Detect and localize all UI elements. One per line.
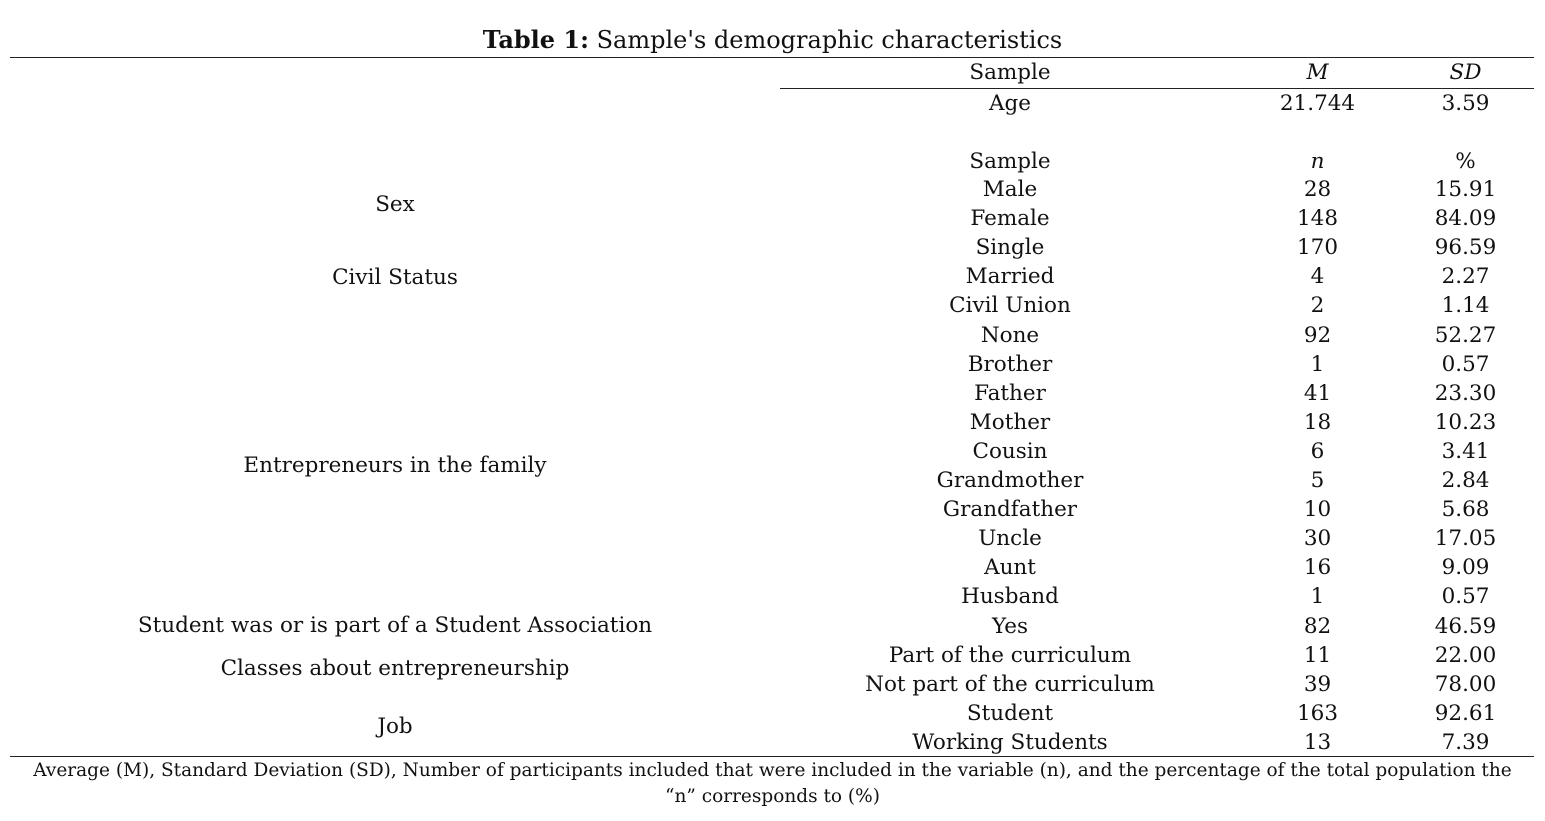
row-sample: Student xyxy=(966,701,1054,726)
table-footnote: Average (M), Standard Deviation (SD), Number of participants included that were included in the variable (n), and the percentage of the total population the “n” corresponds to (%) xyxy=(33,760,1512,807)
group-label-job: Job xyxy=(377,714,413,739)
header-sample: Sample xyxy=(969,60,1051,85)
row-pct: 52.27 xyxy=(1434,323,1497,348)
row-n: 2 xyxy=(1310,293,1325,318)
row-n: 6 xyxy=(1310,439,1325,464)
row-pct: 0.57 xyxy=(1441,584,1490,609)
row-sample: Female xyxy=(970,206,1050,231)
row-n: 148 xyxy=(1296,206,1339,231)
row-pct: 3.41 xyxy=(1441,439,1490,464)
row-pct: 2.84 xyxy=(1441,468,1490,493)
age-m: 21.744 xyxy=(1279,91,1356,116)
row-n: 28 xyxy=(1303,177,1332,202)
row-pct: 7.39 xyxy=(1441,730,1490,755)
row-pct: 15.91 xyxy=(1434,177,1497,202)
row-n: 1 xyxy=(1310,584,1325,609)
row-sample: Civil Union xyxy=(949,293,1071,318)
row-sample: Working Students xyxy=(912,730,1108,755)
group-label-entrepreneurs: Entrepreneurs in the family xyxy=(243,453,547,478)
row-pct: 96.59 xyxy=(1434,235,1497,260)
row-pct: 2.27 xyxy=(1441,264,1490,289)
row-sample: Grandmother xyxy=(936,468,1084,493)
row-n: 41 xyxy=(1303,381,1332,406)
row-n: 10 xyxy=(1303,497,1332,522)
table-title-text: Sample's demographic characteristics xyxy=(596,26,1063,54)
table-title xyxy=(0,24,1545,56)
row-pct: 23.30 xyxy=(1434,381,1497,406)
row-pct: 9.09 xyxy=(1441,555,1490,580)
header2-pct: % xyxy=(1455,149,1476,174)
row-sample: Not part of the curriculum xyxy=(865,672,1155,697)
row-pct: 10.23 xyxy=(1434,410,1497,435)
group-label-student-association: Student was or is part of a Student Association xyxy=(137,613,653,638)
group-label-civil-status: Civil Status xyxy=(332,265,458,290)
row-sample: Cousin xyxy=(972,439,1048,464)
row-pct: 17.05 xyxy=(1434,526,1497,551)
row-pct: 78.00 xyxy=(1434,672,1497,697)
row-sample: Part of the curriculum xyxy=(888,643,1132,668)
row-pct: 0.57 xyxy=(1441,352,1490,377)
row-pct: 84.09 xyxy=(1434,206,1497,231)
row-n: 163 xyxy=(1296,701,1339,726)
header-m: M xyxy=(1306,60,1329,85)
row-sample: Father xyxy=(974,381,1046,406)
row-n: 11 xyxy=(1303,643,1332,668)
row-sample: Male xyxy=(982,177,1038,202)
row-n: 170 xyxy=(1296,235,1339,260)
row-sample: Single xyxy=(975,235,1045,260)
row-sample: Aunt xyxy=(984,555,1036,580)
row-n: 16 xyxy=(1303,555,1332,580)
row-n: 1 xyxy=(1310,352,1325,377)
row-n: 39 xyxy=(1303,672,1332,697)
row-n: 5 xyxy=(1310,468,1325,493)
row-sample: Grandfather xyxy=(942,497,1078,522)
row-sample: Married xyxy=(965,264,1055,289)
row-n: 92 xyxy=(1303,323,1332,348)
row-n: 82 xyxy=(1303,614,1332,639)
row-n: 18 xyxy=(1303,410,1332,435)
row-sample: Uncle xyxy=(978,526,1042,551)
row-sample: None xyxy=(980,323,1040,348)
row-pct: 22.00 xyxy=(1434,643,1497,668)
row-sample: Yes xyxy=(991,614,1029,639)
row-pct: 1.14 xyxy=(1441,293,1490,318)
age-sd: 3.59 xyxy=(1441,91,1490,116)
row-n: 30 xyxy=(1303,526,1332,551)
row-n: 13 xyxy=(1303,730,1332,755)
row-pct: 92.61 xyxy=(1434,701,1497,726)
header2-n: n xyxy=(1310,149,1325,174)
row-pct: 46.59 xyxy=(1434,614,1497,639)
header2-sample: Sample xyxy=(969,149,1051,174)
table-title-label: Table 1: xyxy=(482,25,589,54)
row-pct: 5.68 xyxy=(1441,497,1490,522)
row-sample: Husband xyxy=(961,584,1059,609)
row-sample: Brother xyxy=(967,352,1053,377)
age-label: Age xyxy=(988,91,1031,116)
row-sample: Mother xyxy=(969,410,1051,435)
row-n: 4 xyxy=(1310,264,1325,289)
header-sd: SD xyxy=(1449,60,1482,85)
group-label-sex: Sex xyxy=(375,192,415,217)
group-label-classes: Classes about entrepreneurship xyxy=(220,656,570,681)
